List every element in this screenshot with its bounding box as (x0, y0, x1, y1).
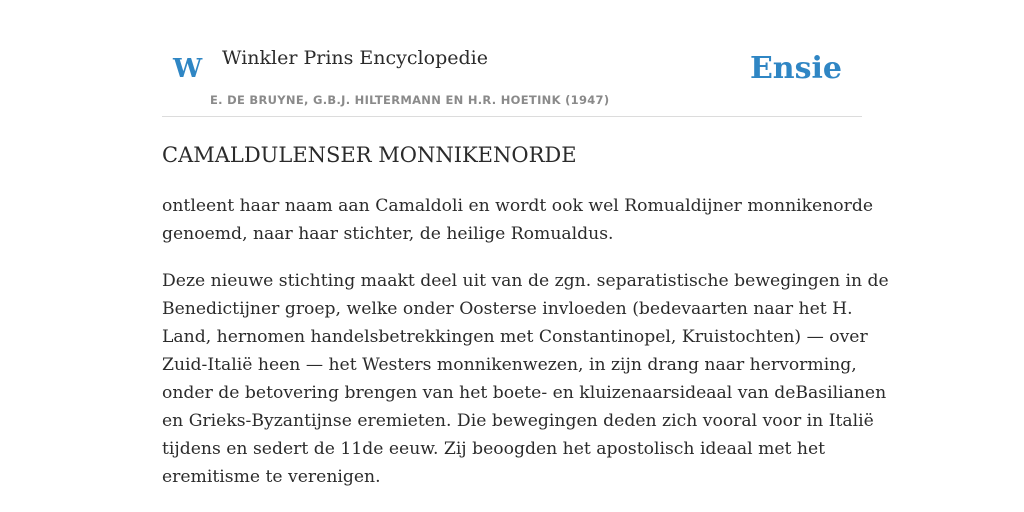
paragraph-line: onder de betovering brengen van het boete- en kluizenaarsideaal van deBasilianen (162, 383, 887, 403)
paragraph-line: tijdens en sedert de 11de eeuw. Zij beoogden het apostolisch ideaal met het (162, 439, 826, 459)
header (162, 0, 862, 117)
book-title-link[interactable]: Winkler Prins Encyclopedie (222, 47, 488, 69)
paragraph-line: Land, hernomen handelsbetrekkingen met Constantinopel, Kruistochten) — over (162, 327, 868, 347)
page (162, 0, 889, 512)
paragraph-line: ontleent haar naam aan Camaldoli en wordt ook wel Romualdijner monnikenorde (162, 196, 874, 216)
authors-byline: E. DE BRUYNE, G.B.J. HILTERMANN EN H.R. HOETINK (1947) (210, 93, 610, 107)
paragraph-line: genoemd, naar haar stichter, de heilige Romualdus. (162, 224, 614, 244)
paragraph-line: Benedictijner groep, welke onder Oosterse invloeden (bedevaarten naar het H. (162, 299, 853, 319)
entry-paragraph-2 (162, 267, 889, 491)
paragraph-line: Deze nieuwe stichting maakt deel uit van de zgn. separatistische bewegingen in de (162, 271, 889, 291)
paragraph-line: Zuid-Italië heen — het Westers monnikenwezen, in zijn drang naar hervorming, (162, 355, 857, 375)
entry-paragraph-1 (162, 192, 874, 248)
paragraph-line: eremitisme te verenigen. (162, 467, 381, 487)
encyclopedia-logo[interactable]: W (173, 54, 203, 84)
ensie-logo-link[interactable]: Ensie (749, 51, 842, 86)
entry-title: CAMALDULENSER MONNIKENORDE (162, 143, 577, 167)
paragraph-line: en Grieks-Byzantijnse eremieten. Die bewegingen deden zich vooral voor in Italië (162, 411, 874, 431)
